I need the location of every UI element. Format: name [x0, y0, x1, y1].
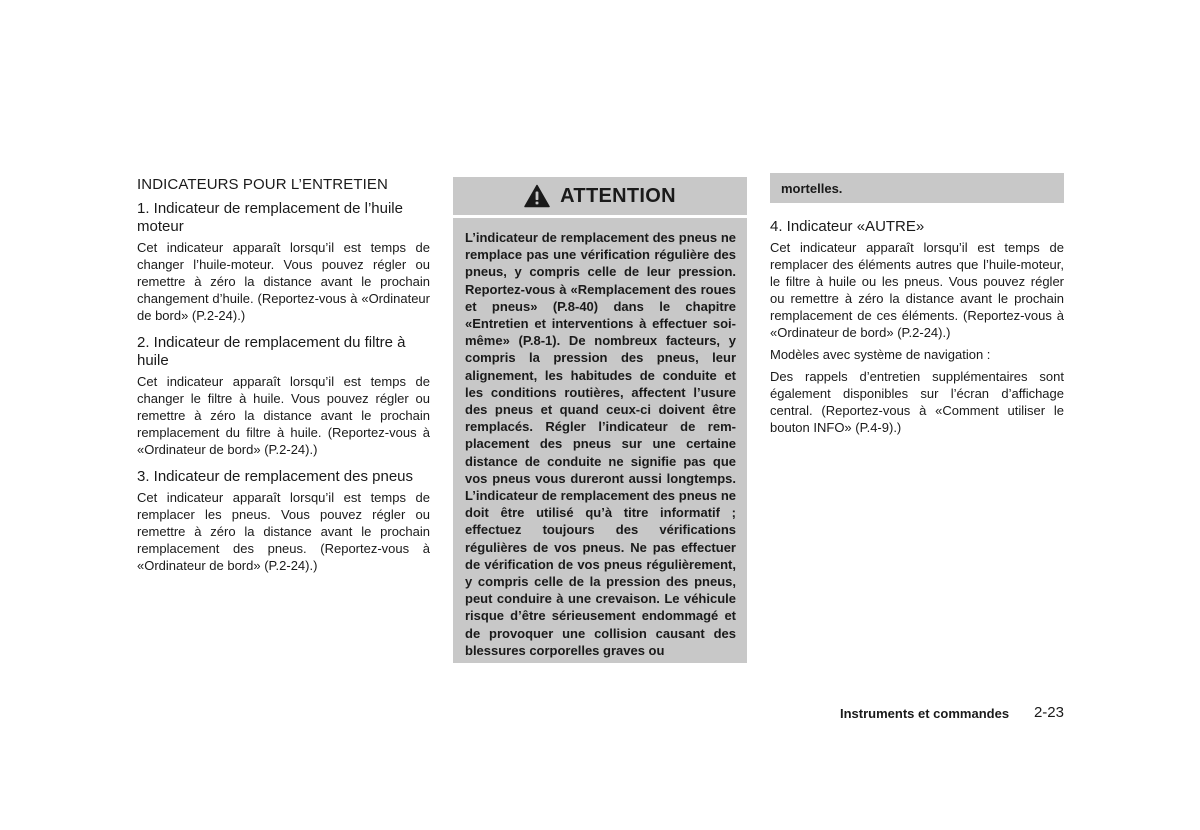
- oil-filter-indicator-heading: 2. Indicateur de remplacement du filtre à huile: [137, 334, 406, 369]
- oil-indicator-heading: 1. Indicateur de remplacement de l’huile moteur: [137, 200, 403, 235]
- tire-indicator-text: Cet indicateur apparaît lorsqu’il est temps de remplacer les pneus. Vous pouvez régler ou remettre à zéro la distance avant le prochain remplacement des pneus. (Reportez-vous à «Ordinateur de bord» (P.2-24).): [137, 490, 430, 573]
- page-number: 2-23: [1033, 704, 1064, 721]
- warning-triangle-icon: [524, 184, 550, 208]
- navigation-models-label: Modèles avec système de navigation :: [770, 347, 991, 362]
- warning-title: ATTENTION: [560, 184, 676, 207]
- warning-continuation-text: mortelles.: [781, 180, 843, 196]
- oil-filter-indicator-text: Cet indicateur apparaît lorsqu’il est temps de changer le filtre à huile. Vous pouvez régler ou remettre à zéro la distance avant le prochain remplacement du filtre à huile. (Reportez-vous à «Ordinateur de bord» (P.2-24).): [137, 374, 430, 457]
- right-column: [770, 173, 1064, 446]
- page-footer: [840, 704, 1064, 724]
- warning-continuation-box: [770, 173, 1064, 203]
- left-column: [137, 176, 430, 584]
- middle-column: [453, 177, 747, 663]
- navigation-reminders-text: Des rappels d’entretien supplémentaires sont également disponibles sur l’écran d’affichage central. (Reportez-vous à «Comment utiliser le bouton INFO» (P.4-9).): [770, 369, 1064, 435]
- oil-indicator-text: Cet indicateur apparaît lorsqu’il est temps de changer l’huile-moteur. Vous pouvez régler ou remettre à zéro la distance avant le prochain changement d’huile. (Reportez-vous à «Ordinateur de bord» (P.2-24).): [137, 240, 430, 323]
- footer-section-name: Instruments et commandes: [840, 706, 1010, 721]
- warning-box: [453, 177, 747, 663]
- warning-text: L’indicateur de remplacement des pneus ne remplace pas une vérification régulière des pneus, y compris celle de leur pression. Reportez-vous à «Remplacement des roues et pneus» (P.8-40) dans le chapitre «Entretien et interventions à effectuer soi-même» (P.8-1). De nombreux facteurs, y compris la pression des pneus, leur alignement, les habitudes de conduite et les conditions routières, affectent l’usure des pneus et quand ceux-ci doivent être remplacés. Régler l’indicateur de remplacement des pneus sur une certaine distance de conduite ne signifie pas que vos pneus vous dureront aussi longtemps. L’indicateur de remplacement des pneus ne doit être utilisé qu’à titre informatif ; effectuez toujours des vérifications régulières de vos pneus. Ne pas effectuer de vérification de vos pneus régulièrement, y compris celle de la pression des pneus, peut conduire à une crevaison. Le véhicule risque d’être sérieusement endommagé et de provoquer une collision causant des blessures corporelles graves ou: [465, 230, 736, 658]
- other-indicator-text: Cet indicateur apparaît lorsqu’il est temps de remplacer des éléments autres que l’huile-moteur, le filtre à huile ou les pneus. Vous pouvez régler ou remettre à zéro la distance avant le prochain remplacement de ces éléments. (Reportez-vous à «Ordinateur de bord» (P.2-24).): [770, 240, 1064, 340]
- warning-header: [453, 177, 747, 218]
- other-indicator-heading: 4. Indicateur «AUTRE»: [770, 218, 925, 235]
- tire-indicator-heading: 3. Indicateur de remplacement des pneus: [137, 468, 413, 485]
- section-title: INDICATEURS POUR L’ENTRETIEN: [137, 176, 388, 193]
